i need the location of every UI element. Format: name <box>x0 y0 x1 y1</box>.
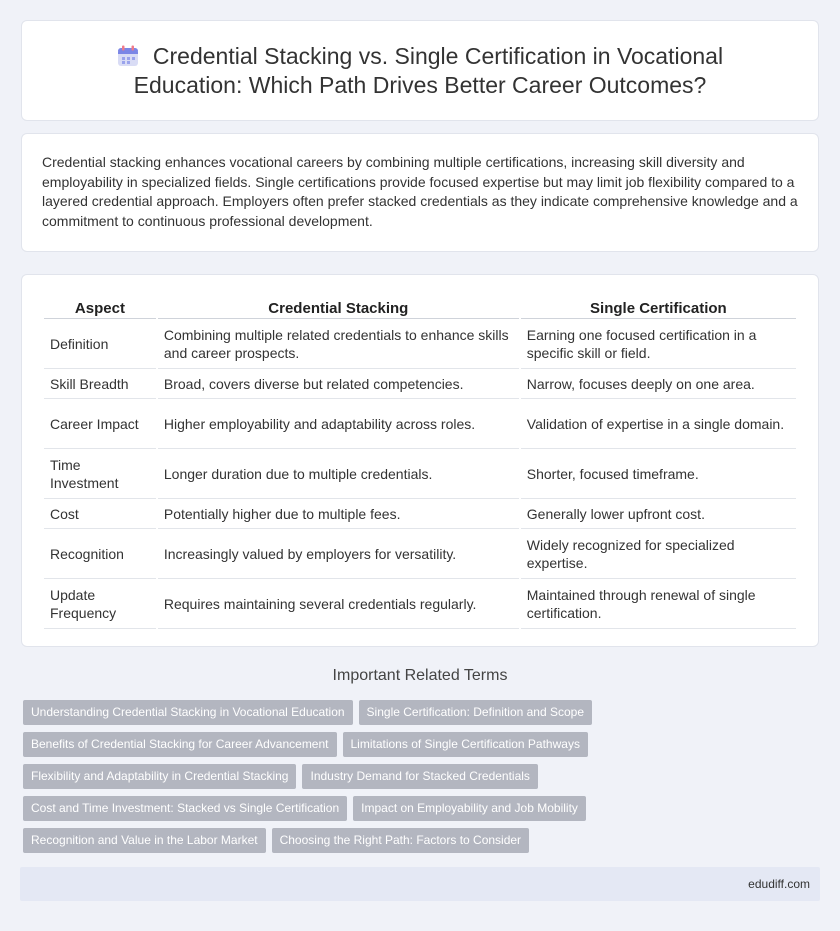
page-title-text: Credential Stacking vs. Single Certification in Vocational Education: Which Path Drives Better Career Outcomes? <box>133 42 724 98</box>
table-row <box>44 399 796 449</box>
related-term-chip[interactable]: Recognition and Value in the Labor Market <box>23 828 266 853</box>
footer <box>20 867 820 901</box>
table-cell: Potentially higher due to multiple fees. <box>158 499 519 529</box>
table-cell: Narrow, focuses deeply on one area. <box>521 369 796 399</box>
table-cell: Definition <box>44 319 156 369</box>
comparison-table <box>42 295 798 629</box>
table-cell: Update Frequency <box>44 579 156 629</box>
table-cell: Career Impact <box>44 399 156 449</box>
table-cell: Increasingly valued by employers for versatility. <box>158 529 519 579</box>
table-row <box>44 369 796 399</box>
table-cell: Maintained through renewal of single certification. <box>521 579 796 629</box>
table-cell: Broad, covers diverse but related competencies. <box>158 369 519 399</box>
table-cell: Longer duration due to multiple credentials. <box>158 449 519 499</box>
comparison-card <box>21 274 819 647</box>
table-cell: Higher employability and adaptability across roles. <box>158 399 519 449</box>
page-title <box>82 42 758 100</box>
header-aspect: Aspect <box>44 295 156 319</box>
related-term-chip[interactable]: Choosing the Right Path: Factors to Consider <box>272 828 529 853</box>
related-term-chip[interactable]: Impact on Employability and Job Mobility <box>353 796 586 821</box>
calendar-icon <box>117 45 139 67</box>
related-term-chip[interactable]: Industry Demand for Stacked Credentials <box>302 764 537 789</box>
related-term-chip[interactable]: Single Certification: Definition and Scope <box>359 700 592 725</box>
intro-paragraph: Credential stacking enhances vocational careers by combining multiple certifications, increasing skill diversity and employability in specialized fields. Single certifications provide focused expertise but may limit job flexibility compared to a layered credential approach. Employers often prefer stacked credentials as they indicate comprehensive knowledge and a commitment to continuous professional development. <box>42 154 798 229</box>
table-row <box>44 529 796 579</box>
related-term-chip[interactable]: Benefits of Credential Stacking for Career Advancement <box>23 732 337 757</box>
header-credential-stacking: Credential Stacking <box>158 295 519 319</box>
related-term-chip[interactable]: Flexibility and Adaptability in Credential Stacking <box>23 764 296 789</box>
table-header-row <box>44 295 796 319</box>
table-cell: Recognition <box>44 529 156 579</box>
table-row <box>44 579 796 629</box>
related-terms-title: Important Related Terms <box>332 667 508 684</box>
footer-site-link[interactable]: edudiff.com <box>748 877 810 891</box>
table-cell: Generally lower upfront cost. <box>521 499 796 529</box>
table-row <box>44 319 796 369</box>
table-cell: Skill Breadth <box>44 369 156 399</box>
table-cell: Shorter, focused timeframe. <box>521 449 796 499</box>
title-card <box>21 20 819 121</box>
table-cell: Combining multiple related credentials to enhance skills and career prospects. <box>158 319 519 369</box>
header-single-certification: Single Certification <box>521 295 796 319</box>
table-row <box>44 449 796 499</box>
related-term-chip[interactable]: Cost and Time Investment: Stacked vs Single Certification <box>23 796 347 821</box>
related-term-chip[interactable]: Limitations of Single Certification Pathways <box>343 732 588 757</box>
table-cell: Requires maintaining several credentials regularly. <box>158 579 519 629</box>
related-terms-list <box>23 700 803 860</box>
table-cell: Validation of expertise in a single domain. <box>521 399 796 449</box>
related-term-chip[interactable]: Understanding Credential Stacking in Vocational Education <box>23 700 353 725</box>
table-cell: Widely recognized for specialized expertise. <box>521 529 796 579</box>
intro-card <box>21 133 819 252</box>
table-cell: Cost <box>44 499 156 529</box>
table-cell: Time Investment <box>44 449 156 499</box>
table-cell: Earning one focused certification in a specific skill or field. <box>521 319 796 369</box>
table-row <box>44 499 796 529</box>
